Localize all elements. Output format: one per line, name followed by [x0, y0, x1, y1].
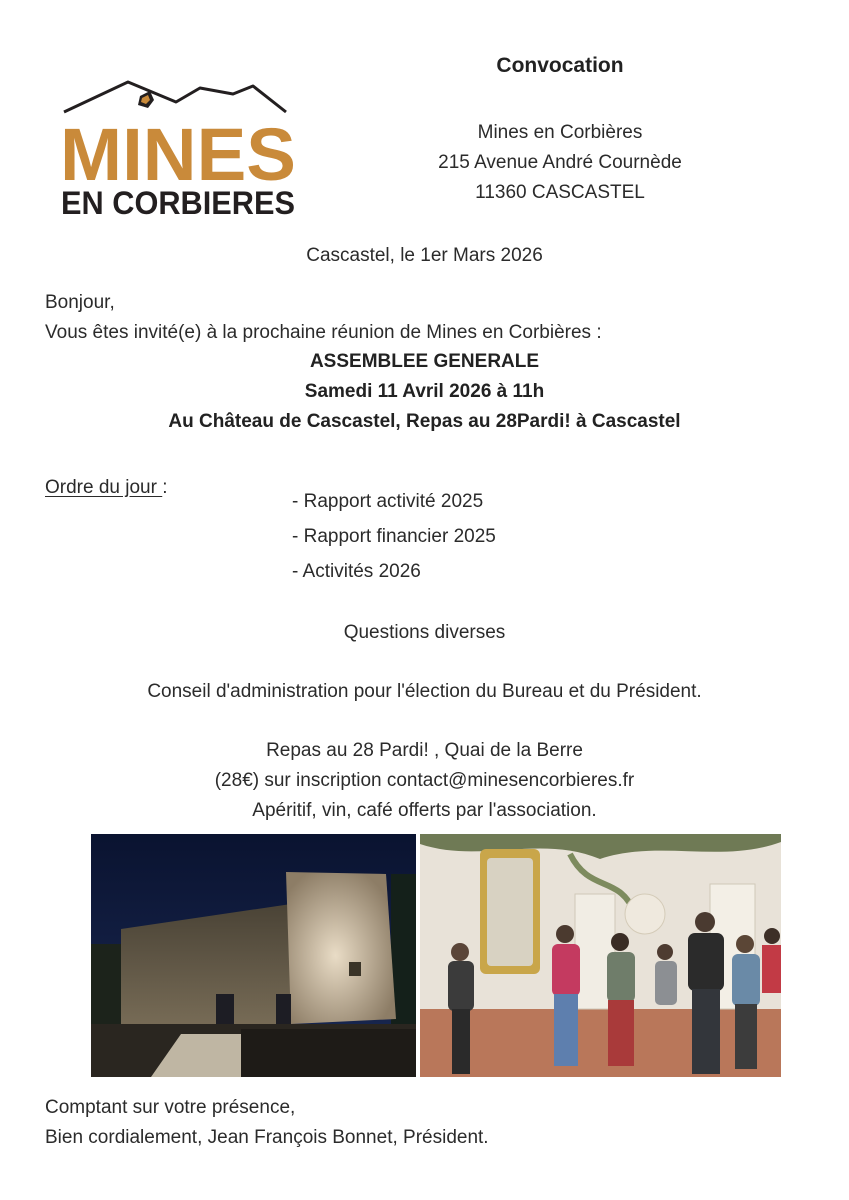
mines-en-corbieres-logo	[58, 72, 308, 222]
meeting-location: Au Château de Cascastel, Repas au 28Pardi! à Cascastel	[168, 411, 681, 432]
agenda-colon: :	[162, 477, 168, 498]
council-notice: Conseil d'administration pour l'élection du Bureau et du Président.	[147, 681, 702, 702]
meeting-datetime: Samedi 11 Avril 2026 à 11h	[304, 381, 545, 402]
address-line: Mines en Corbières	[477, 122, 643, 143]
agenda-item: - Activités 2026	[292, 561, 421, 582]
meal-price-registration: (28€) sur inscription contact@minesencorbieres.fr	[214, 770, 635, 791]
agenda-item: - Rapport activité 2025	[292, 491, 484, 512]
castle-night-photo	[91, 834, 416, 1077]
meal-location: Repas au 28 Pardi! , Quai de la Berre	[266, 740, 583, 761]
salutation: Bonjour,	[45, 292, 115, 313]
chateau-hall-group-photo	[420, 834, 781, 1077]
invitation-text: Vous êtes invité(e) à la prochaine réunion de Mines en Corbières :	[45, 322, 602, 343]
agenda-heading	[45, 473, 168, 503]
mountain-outline	[64, 82, 286, 112]
agenda-item: - Rapport financier 2025	[292, 526, 496, 547]
date-line: Cascastel, le 1er Mars 2026	[306, 245, 543, 266]
greeting	[45, 288, 805, 348]
closing	[45, 1093, 805, 1153]
signature-line: Bien cordialement, Jean François Bonnet, Président.	[45, 1127, 489, 1148]
agenda-list	[292, 487, 496, 592]
sender-address	[400, 118, 720, 208]
meal-info	[0, 736, 849, 826]
closing-line: Comptant sur votre présence,	[45, 1097, 296, 1118]
logo-mines-text: MINES	[60, 113, 296, 196]
logo-en-corbieres-text: EN CORBIERES	[61, 185, 295, 221]
agenda-label: Ordre du jour	[45, 477, 163, 498]
meal-offer: Apéritif, vin, café offerts par l'association.	[252, 800, 597, 821]
address-line: 11360 CASCASTEL	[475, 182, 645, 203]
address-line: 215 Avenue André Cournède	[438, 152, 682, 173]
meeting-title: ASSEMBLEE GENERALE	[309, 351, 540, 372]
questions-diverses: Questions diverses	[343, 622, 506, 643]
meeting-details	[0, 347, 849, 437]
document-title: Convocation	[496, 54, 624, 77]
